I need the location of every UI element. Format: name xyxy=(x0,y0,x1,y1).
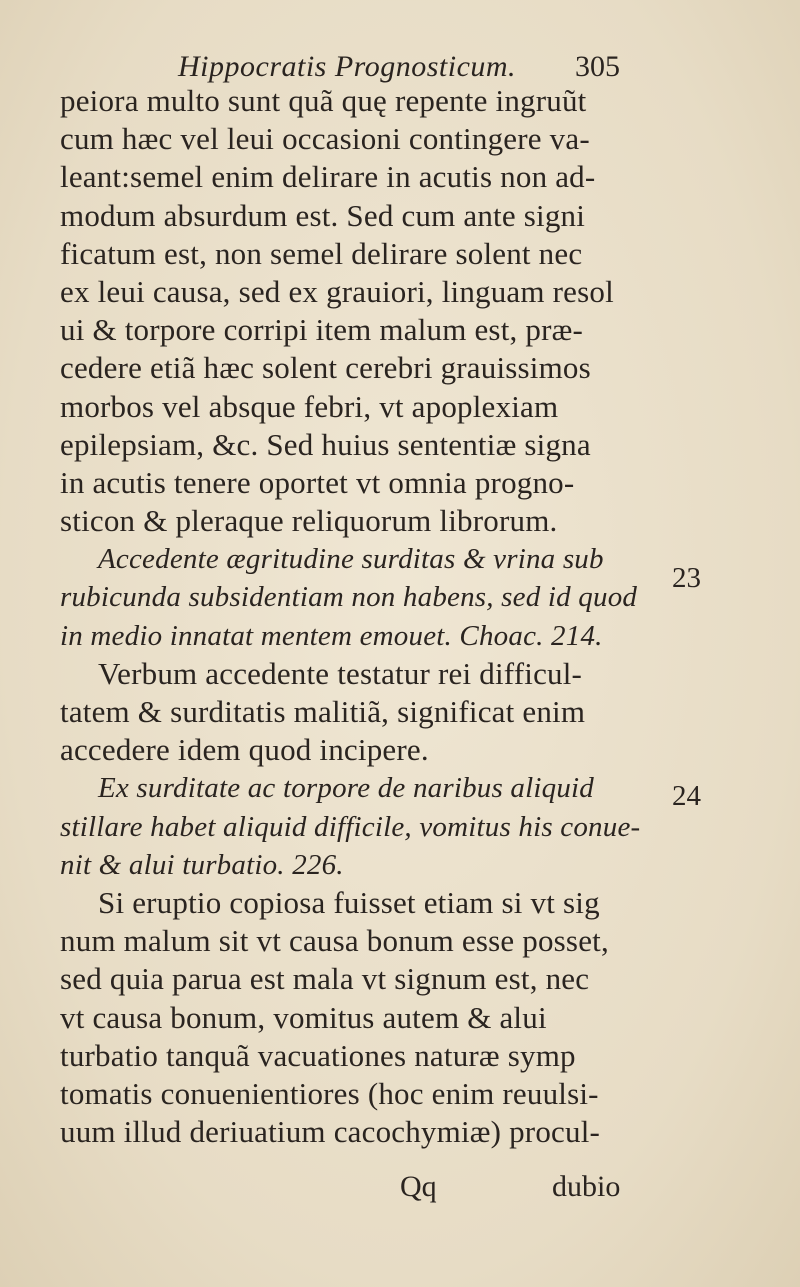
text-line: num malum sit vt causa bonum esse posset, xyxy=(60,923,609,959)
text-line: uum illud deriuatium cacochymiæ) procul- xyxy=(60,1114,601,1150)
text-line: turbatio tanquã vacuationes naturæ symp xyxy=(60,1037,576,1073)
aphorism-line: Ex surditate ac torpore de naribus aliquid xyxy=(98,772,594,805)
text-line: ex leui causa, sed ex grauiori, linguam resol xyxy=(60,273,614,309)
text-line: modum absurdum est. Sed cum ante signi xyxy=(60,197,586,233)
catchword: dubio xyxy=(552,1170,621,1203)
page-number: 305 xyxy=(575,50,620,83)
text-line: accedere idem quod incipere. xyxy=(60,732,429,768)
text-line: in acutis tenere oportet vt omnia progno- xyxy=(60,464,575,500)
text-line: peiora multo sunt quã quę repente ingruũt xyxy=(60,83,587,118)
margin-aphorism-number: 23 xyxy=(672,562,701,594)
signature-mark: Qq xyxy=(400,1170,437,1203)
running-title: Hippocratis Prognosticum. xyxy=(178,50,517,83)
text-line: ui & torpore corripi item malum est, præ- xyxy=(60,312,584,348)
aphorism-line: rubicunda subsidentiam non habens, sed id quod xyxy=(60,581,638,614)
margin-aphorism-number: 24 xyxy=(672,780,701,812)
text-line: cedere etiã hæc solent cerebri grauissimos xyxy=(60,350,591,386)
text-line: Si eruptio copiosa fuisset etiam si vt sig xyxy=(98,884,600,920)
aphorism-line: stillare habet aliquid difficile, vomitus his conue- xyxy=(60,810,641,843)
text-line: epilepsiam, &c. Sed huius sententiæ signa xyxy=(60,426,591,462)
aphorism-line: in medio innatat mentem emouet. Choac. 214. xyxy=(60,619,603,652)
text-line: ficatum est, non semel delirare solent nec xyxy=(60,235,583,271)
text-line: Verbum accedente testatur rei difficul- xyxy=(98,655,583,691)
text-line: tomatis conuenientiores (hoc enim reuulsi- xyxy=(60,1075,599,1111)
body-text xyxy=(60,82,640,1151)
text-line: vt causa bonum, vomitus autem & alui xyxy=(60,999,547,1035)
text-line: morbos vel absque febri, vt apoplexiam xyxy=(60,388,559,424)
aphorism-line: Accedente ægritudine surditas & vrina sub xyxy=(98,543,604,576)
text-line: tatem & surditatis malitiã, significat enim xyxy=(60,694,586,729)
text-line: sed quia parua est mala vt signum est, nec xyxy=(60,961,590,997)
text-line: leant:semel enim delirare in acutis non ad- xyxy=(60,159,596,195)
text-line: cum hæc vel leui occasioni contingere va- xyxy=(60,121,590,157)
text-line: sticon & pleraque reliquorum librorum. xyxy=(60,503,558,539)
aphorism-line: nit & alui turbatio. 226. xyxy=(60,848,344,881)
